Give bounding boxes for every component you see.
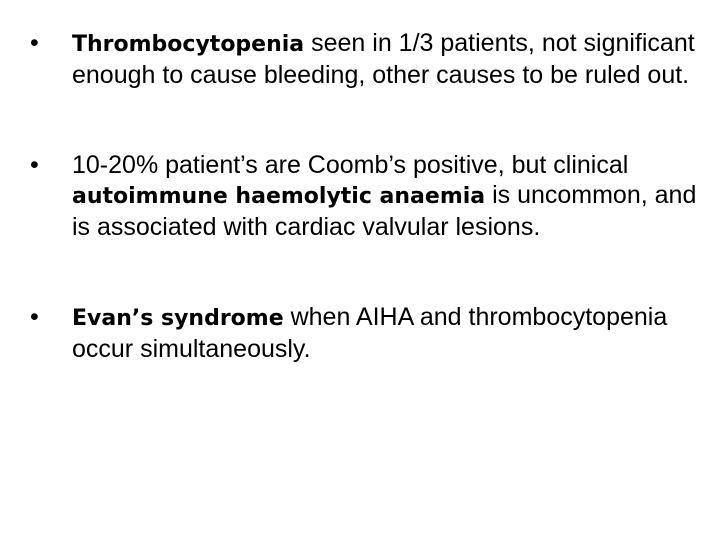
bullet-list <box>30 28 700 364</box>
bullet-marker: • <box>30 303 39 331</box>
bullet-evans-syndrome <box>30 302 700 364</box>
bullet-text: seen in 1/3 patients, not significant enough to cause bleeding, other causes to be ruled out. <box>72 29 695 89</box>
bullet-coombs-positive <box>30 150 700 242</box>
bullet-thrombocytopenia <box>30 28 700 90</box>
term-evans-syndrome: Evan’s syndrome <box>72 306 284 331</box>
bullet-marker: • <box>30 151 39 179</box>
bullet-text-after: is uncommon, and is associated with cardiac valvular lesions. <box>72 181 697 241</box>
bullet-text: when AIHA and thrombocytopenia occur simultaneously. <box>72 303 668 363</box>
bullet-marker: • <box>30 29 39 57</box>
bullet-text-before: 10-20% patient’s are Coomb’s positive, but clinical <box>72 151 629 179</box>
term-thrombocytopenia: Thrombocytopenia <box>72 32 305 57</box>
term-autoimmune-haemolytic-anaemia: autoimmune haemolytic anaemia <box>72 184 486 209</box>
